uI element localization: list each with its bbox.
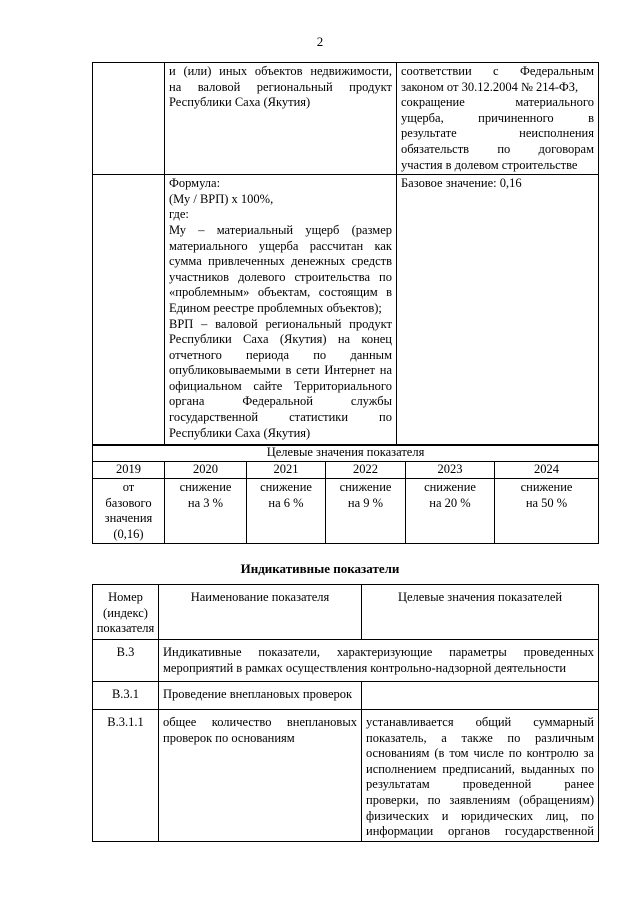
year-cell: 2019	[93, 462, 165, 479]
base-value-cell	[397, 175, 599, 446]
text-line: Номер	[108, 590, 143, 604]
text-line: отчетного периода по данным	[169, 347, 392, 362]
base-value: Базовое значение: 0,16	[401, 176, 522, 191]
value-cell	[406, 479, 495, 544]
targets-table	[92, 444, 599, 544]
text-line: информации органов государственной	[366, 824, 594, 839]
indicator-name-cell	[165, 63, 397, 175]
year-cell: 2021	[247, 462, 326, 479]
page-number: 2	[316, 34, 324, 49]
text-line: Республики Саха (Якутия) на конец	[169, 332, 392, 347]
row-number: В.3	[93, 640, 159, 682]
indicator-continuation-table	[92, 62, 599, 446]
value-cell	[93, 479, 165, 544]
text-line: физических и юридических лиц, по	[366, 808, 594, 823]
text-line: соответствии с Федеральным	[401, 64, 594, 78]
number-cell	[93, 175, 165, 446]
text-line: Формула:	[169, 176, 221, 191]
table-row	[93, 682, 599, 710]
values-row	[93, 479, 599, 544]
targets-header-row	[93, 445, 599, 462]
text-line: снижение	[424, 480, 476, 494]
text-line: Индикативные показатели, характеризующие параметры проведенных	[163, 645, 594, 659]
section-title: Индикативные показатели	[240, 561, 400, 576]
row-name	[159, 710, 362, 842]
years-row	[93, 462, 599, 479]
value-cell	[326, 479, 406, 544]
table-row	[93, 640, 599, 682]
text-line: опубликовываемыми в сети Интернет на	[169, 363, 392, 378]
year-cell: 2022	[326, 462, 406, 479]
text-line: базового	[105, 495, 152, 510]
text-line: результатам проведенной ранее	[366, 777, 594, 792]
text-line: исполнением предписаний, выданных по	[366, 761, 594, 776]
text-line: мероприятий в рамках осуществления контрольно-надзорной деятельности	[163, 660, 567, 675]
text-line: (индекс)	[103, 605, 148, 620]
table-header-row	[93, 585, 599, 640]
text-line: органа Федеральной службы	[169, 394, 392, 409]
row-name: Проведение внеплановых проверок	[159, 682, 362, 710]
text-line: участников долевого строительства по	[169, 269, 392, 284]
text-line: участия в долевом строительстве	[401, 157, 578, 172]
formula-cell	[165, 175, 397, 446]
table-row	[93, 710, 599, 842]
year-cell: 2024	[495, 462, 599, 479]
text-line: материального ущерба рассчитан как	[169, 238, 392, 253]
text-line: на 3 %	[187, 495, 224, 510]
text-line: результате неисполнения	[401, 126, 594, 141]
value-cell	[495, 479, 599, 544]
text-line: Му – материальный ущерб (размер	[169, 222, 392, 237]
text-line: снижение	[339, 480, 392, 494]
text-line: от	[122, 480, 135, 494]
indicative-indicators-table	[92, 584, 599, 842]
text-line: устанавливается общий суммарный	[366, 715, 594, 729]
text-line: показателя	[96, 621, 155, 636]
text-line: обязательств по договорам	[401, 141, 594, 156]
text-line: показатель, а также по различным	[366, 730, 594, 745]
text-line: на 50 %	[525, 495, 568, 510]
text-line: официальном сайте Территориального	[169, 378, 392, 393]
text-line: общее количество внеплановых	[163, 715, 357, 729]
text-line: на 20 %	[429, 495, 471, 510]
text-line: (Му / ВРП) х 100%,	[169, 191, 274, 206]
text-line: Республики Саха (Якутия)	[169, 95, 311, 110]
table-row	[93, 63, 599, 175]
text-line: и (или) иных объектов недвижимости,	[169, 64, 392, 78]
text-line: на валовой региональный продукт	[169, 79, 392, 94]
year-cell: 2020	[165, 462, 247, 479]
targets-header: Целевые значения показателей	[362, 585, 599, 640]
number-cell	[93, 63, 165, 175]
text-line: на 6 %	[268, 495, 304, 510]
text-line: ВРП – валовой региональный продукт	[169, 316, 392, 331]
text-line: значения	[104, 511, 153, 526]
text-line: сумма привлеченных денежных средств	[169, 254, 392, 269]
text-line: государственной статистики по	[169, 410, 392, 425]
targets-header: Целевые значения показателя	[93, 445, 599, 462]
indicator-description-cell	[397, 63, 599, 175]
text-line: снижение	[260, 480, 312, 494]
value-cell	[165, 479, 247, 544]
text-line: Республики Саха (Якутия)	[169, 425, 311, 440]
text-line: Едином реестре проблемных объектов);	[169, 300, 382, 315]
value-cell	[247, 479, 326, 544]
row-target	[362, 710, 599, 842]
year-cell: 2023	[406, 462, 495, 479]
row-number: В.3.1.1	[93, 710, 159, 842]
text-line: снижение	[520, 480, 573, 494]
name-header: Наименование показателя	[159, 585, 362, 640]
row-number: В.3.1	[93, 682, 159, 710]
text-line: сокращение материального	[401, 95, 594, 110]
row-target	[362, 682, 599, 710]
text-line: проверки, по заявлениям (обращениям)	[366, 792, 594, 807]
row-name	[159, 640, 599, 682]
text-line: ущерба, причиненного в	[401, 110, 594, 125]
text-line: основаниям (в том числе по контролю за	[366, 746, 594, 761]
text-line: (0,16)	[113, 526, 144, 541]
text-line: где:	[169, 207, 189, 222]
text-line: проверок по основаниям	[163, 730, 295, 745]
text-line: «проблемным» объектам, состоящим в	[169, 285, 392, 300]
text-line: снижение	[179, 480, 232, 494]
text-line: законом от 30.12.2004 № 214-ФЗ,	[401, 79, 579, 94]
number-header	[93, 585, 159, 640]
table-row	[93, 175, 599, 446]
text-line: на 9 %	[347, 495, 384, 510]
